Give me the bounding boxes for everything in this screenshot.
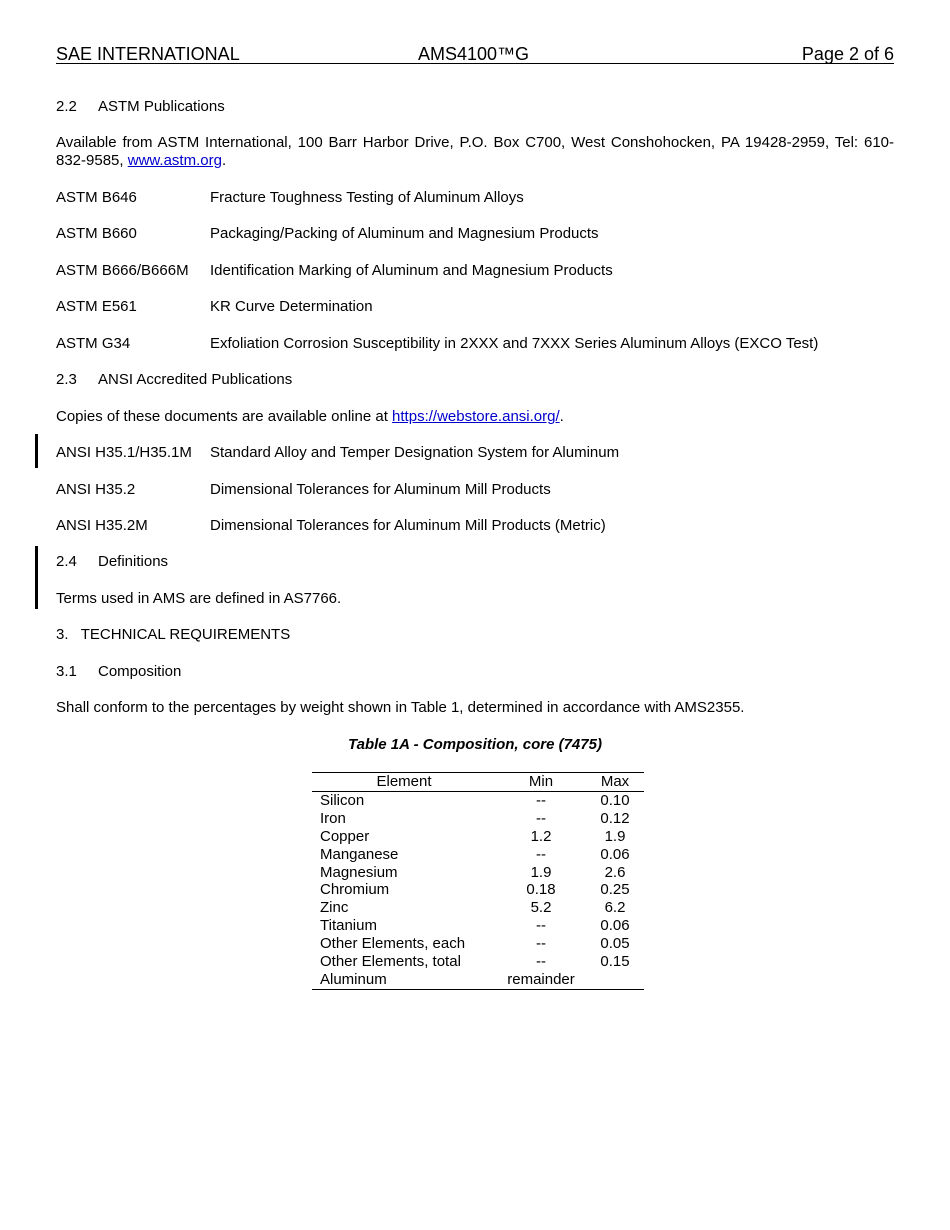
astm-availability-paragraph xyxy=(56,134,894,170)
header-org: SAE INTERNATIONAL xyxy=(56,44,240,64)
element-cell: Other Elements, total xyxy=(320,953,461,971)
ansi-doc-code: ANSI H35.1/H35.1M xyxy=(56,444,192,461)
revision-change-bar xyxy=(35,434,38,468)
ansi-webstore-link[interactable]: https://webstore.ansi.org/ xyxy=(392,408,560,425)
composition-text: Shall conform to the percentages by weight shown in Table 1, determined in accordance with AMS2355. xyxy=(56,699,745,716)
astm-website-link[interactable]: www.astm.org xyxy=(127,152,222,169)
max-cell: 0.25 xyxy=(600,881,630,899)
min-cell: -- xyxy=(536,953,546,971)
section-2-2-title: ASTM Publications xyxy=(98,98,225,115)
min-cell: 0.18 xyxy=(526,881,556,899)
min-cell: remainder xyxy=(507,970,575,988)
composition-table xyxy=(312,772,644,990)
header-doc-id: AMS4100™G xyxy=(418,44,530,64)
max-cell xyxy=(586,971,644,989)
ansi-doc-title: Standard Alloy and Temper Designation System for Aluminum xyxy=(210,444,620,461)
min-cell: -- xyxy=(536,809,546,827)
section-2-3-number: 2.3 xyxy=(56,371,77,388)
astm-doc-code: ASTM G34 xyxy=(56,335,131,352)
ansi-doc-code: ANSI H35.2 xyxy=(56,481,136,498)
table-row xyxy=(312,791,644,809)
table-row xyxy=(312,881,644,899)
ansi-copies-text: Copies of these documents are available online at xyxy=(56,408,393,425)
element-cell: Silicon xyxy=(320,791,365,809)
table-row xyxy=(312,846,644,864)
max-cell: 0.06 xyxy=(600,917,630,935)
max-cell: 0.10 xyxy=(600,791,630,809)
ansi-doc-title: Dimensional Tolerances for Aluminum Mill Products xyxy=(210,481,551,498)
column-header-min: Min xyxy=(528,773,554,790)
astm-doc-title: Exfoliation Corrosion Susceptibility in 2XXX and 7XXX Series Aluminum Alloys (EXCO Test) xyxy=(210,335,819,352)
max-cell: 6.2 xyxy=(604,899,626,917)
min-cell: -- xyxy=(536,845,546,863)
table-row xyxy=(312,810,644,828)
max-cell: 0.05 xyxy=(600,935,630,953)
max-cell: 0.06 xyxy=(600,845,630,863)
section-3-heading: 3. TECHNICAL REQUIREMENTS xyxy=(56,626,291,643)
ansi-doc-code: ANSI H35.2M xyxy=(56,517,148,534)
max-cell: 2.6 xyxy=(604,863,626,881)
astm-doc-title: Fracture Toughness Testing of Aluminum Alloys xyxy=(210,189,524,206)
section-2-3-title: ANSI Accredited Publications xyxy=(98,371,293,388)
min-cell: -- xyxy=(536,791,546,809)
astm-link-period: . xyxy=(221,152,227,169)
ansi-link-period: . xyxy=(559,408,564,425)
element-cell: Titanium xyxy=(320,917,377,935)
astm-doc-code: ASTM B646 xyxy=(56,189,137,206)
table-row xyxy=(312,971,644,989)
element-cell: Chromium xyxy=(320,881,390,899)
max-cell: 0.15 xyxy=(600,953,630,971)
section-3-1-number: 3.1 xyxy=(56,663,77,680)
definitions-text: Terms used in AMS are defined in AS7766. xyxy=(56,590,342,607)
column-header-max: Max xyxy=(600,773,630,790)
table-row xyxy=(312,899,644,917)
section-2-4-number: 2.4 xyxy=(56,553,77,570)
ansi-copies-paragraph xyxy=(56,408,564,426)
table-row xyxy=(312,864,644,882)
min-cell: -- xyxy=(536,917,546,935)
table-caption: Table 1A - Composition, core (7475) xyxy=(348,736,602,753)
table-row xyxy=(312,935,644,953)
revision-change-bar xyxy=(35,546,38,609)
element-cell: Copper xyxy=(320,827,370,845)
astm-availability-text: Available from ASTM International, 100 Barr Harbor Drive, P.O. Box C700, West Conshohocken, PA 19428-2959, Tel: 610-832-9585, xyxy=(56,134,894,169)
table-row xyxy=(312,828,644,846)
header-rule xyxy=(56,63,894,64)
table-row xyxy=(312,953,644,971)
header-page-number: Page 2 of 6 xyxy=(801,44,894,64)
ansi-doc-title: Dimensional Tolerances for Aluminum Mill Products (Metric) xyxy=(210,517,606,534)
section-3-1-title: Composition xyxy=(98,663,182,680)
astm-doc-title: KR Curve Determination xyxy=(210,298,373,315)
element-cell: Aluminum xyxy=(320,970,387,988)
element-cell: Zinc xyxy=(320,899,349,917)
astm-doc-code: ASTM E561 xyxy=(56,298,137,315)
element-cell: Other Elements, each xyxy=(320,935,466,953)
astm-doc-code: ASTM B666/B666M xyxy=(56,262,189,279)
max-cell: 0.12 xyxy=(600,809,630,827)
min-cell: -- xyxy=(536,935,546,953)
table-header-row xyxy=(312,773,644,792)
element-cell: Manganese xyxy=(320,845,399,863)
max-cell: 1.9 xyxy=(604,827,626,845)
section-2-2-number: 2.2 xyxy=(56,98,77,115)
astm-doc-title: Packaging/Packing of Aluminum and Magnesium Products xyxy=(210,225,599,242)
element-cell: Iron xyxy=(320,809,346,827)
min-cell: 1.2 xyxy=(530,827,552,845)
element-cell: Magnesium xyxy=(320,863,398,881)
astm-doc-code: ASTM B660 xyxy=(56,225,137,242)
min-cell: 5.2 xyxy=(530,899,552,917)
column-header-element: Element xyxy=(376,773,432,790)
astm-doc-title: Identification Marking of Aluminum and Magnesium Products xyxy=(210,262,613,279)
min-cell: 1.9 xyxy=(530,863,552,881)
section-2-4-title: Definitions xyxy=(98,553,169,570)
table-row xyxy=(312,917,644,935)
